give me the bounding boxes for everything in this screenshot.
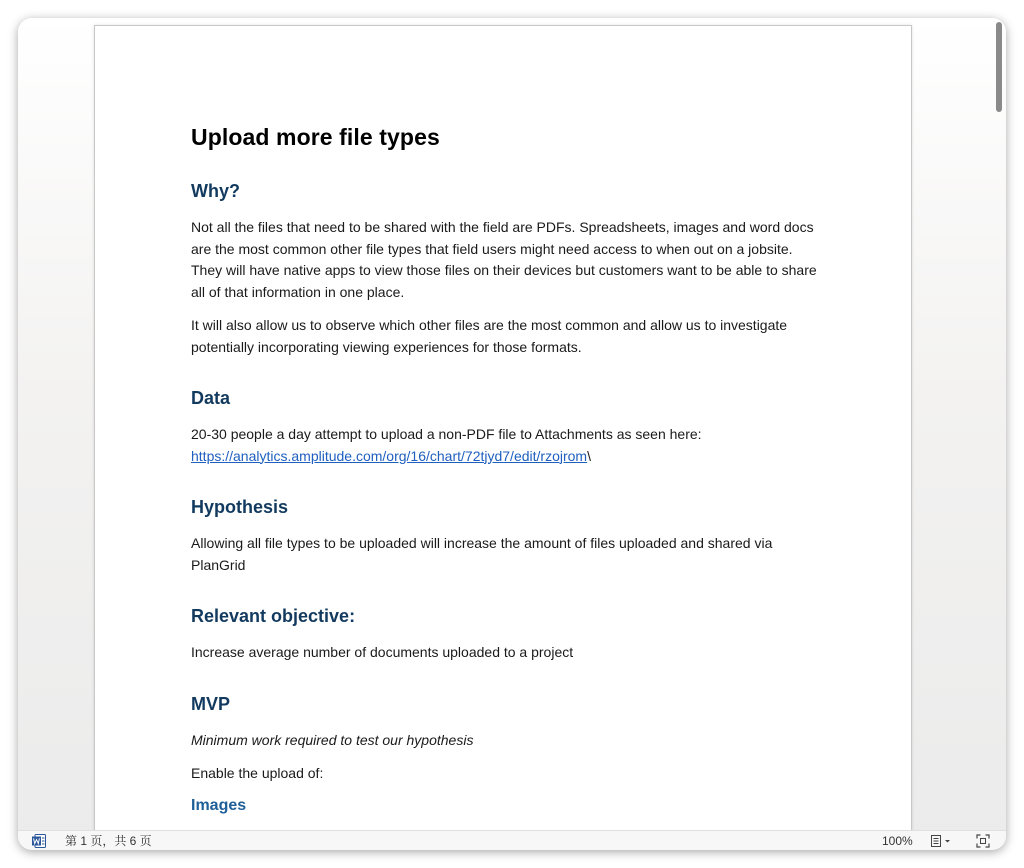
vertical-scrollbar[interactable] (996, 20, 1002, 828)
page-layout-icon[interactable] (930, 834, 956, 848)
page-count-label: 第 1 页，共 6 页 (65, 834, 152, 848)
amplitude-chart-link[interactable]: https://analytics.amplitude.com/org/16/chart/72tjyd7/edit/rzojrom (191, 447, 588, 464)
section-heading-why: Why? (191, 181, 240, 201)
mvp-paragraph: Enable the upload of: (191, 765, 324, 781)
section-heading-objective: Relevant objective: (191, 606, 356, 626)
data-text: 20-30 people a day attempt to upload a non-PDF file to Attachments as seen here: (191, 426, 702, 442)
link-suffix: \ (587, 447, 591, 464)
why-paragraph-2: It will also allow us to observe which other files are the most common and allow us to investigate potentially incorporating viewing experiences for those formats. (191, 317, 788, 355)
section-heading-hypothesis: Hypothesis (191, 497, 289, 517)
subheading-images: Images (191, 796, 247, 814)
hypothesis-paragraph: Allowing all file types to be uploaded will increase the amount of files uploaded and shared via PlanGrid (191, 535, 773, 573)
data-paragraph (191, 424, 821, 467)
document-content (191, 124, 821, 815)
document-viewer-window (18, 18, 1006, 850)
section-spacer (191, 370, 821, 388)
section-heading-mvp: MVP (191, 693, 231, 714)
document-viewport[interactable] (18, 18, 1006, 830)
zoom-level[interactable]: 100% (882, 834, 913, 848)
document-title: Upload more file types (191, 124, 440, 150)
section-spacer (191, 676, 821, 694)
status-bar (18, 830, 1006, 850)
mvp-subtitle: Minimum work required to test our hypothesis (191, 731, 474, 748)
why-paragraph-1: Not all the files that need to be shared with the field are PDFs. Spreadsheets, images and word docs are the most common other file types that field users might need access to when out on a jobsite. They will have native apps to view those files on their devices but customers want to be able to share all of that information in one place. (191, 219, 817, 300)
section-spacer (191, 588, 821, 606)
section-spacer (191, 479, 821, 497)
fit-window-icon[interactable] (976, 834, 990, 848)
objective-paragraph: Increase average number of documents uploaded to a project (191, 644, 574, 660)
word-icon (32, 834, 46, 848)
scrollbar-thumb[interactable] (996, 22, 1002, 112)
document-page (94, 25, 912, 830)
section-heading-data: Data (191, 388, 231, 408)
